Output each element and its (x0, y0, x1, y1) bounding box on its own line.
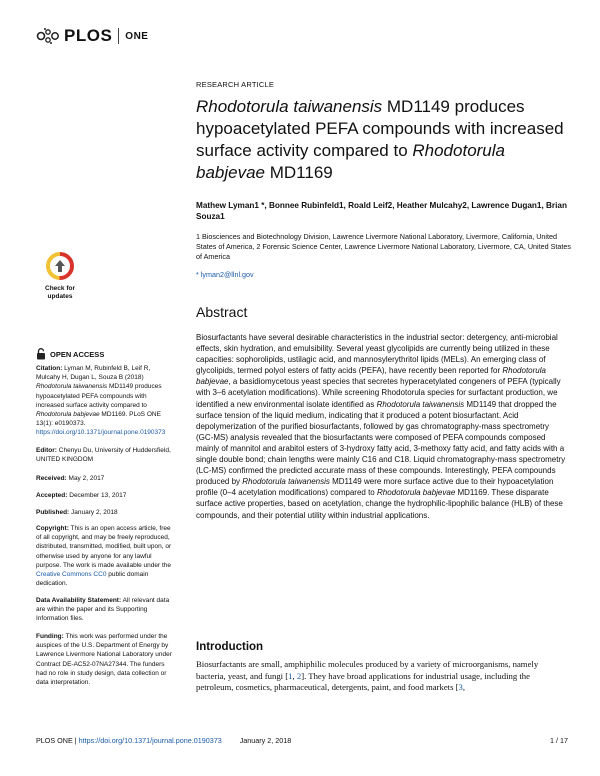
abstract-segment: MD1149 were more surface active due to their hypoacetylation profile (0–4 acetylation modifications) compared to (196, 477, 554, 498)
editor-block (36, 446, 172, 464)
data-availability-label: Data Availability Statement: (36, 597, 122, 604)
received-label: Received: (36, 475, 67, 482)
plos-logo-icon (36, 27, 60, 45)
title-text-2: MD1169 (265, 163, 333, 182)
article-title (196, 96, 576, 184)
published-date: January 2, 2018 (69, 509, 118, 516)
abstract-segment: Biosurfactants have several desirable characteristics in the industrial sector: detergency, anti-microbial effects, skin hydration, and emulsibility. Several yeast glycolipids are currently being utilized in these capacities: sophorolipids, ustilagic acid, and mannosylerythritol lipids (MELs). An emerging class of glycolipids, termed polyol esters of fatty acids (PEFA), have recently been reported for (196, 333, 558, 376)
intro-segment: , (292, 670, 297, 681)
title-species-2: Rhodotorula babjevae (196, 141, 505, 182)
title-species-1: Rhodotorula taiwanensis (196, 97, 383, 116)
citation-species: Rhodotorula babjevae (36, 411, 100, 419)
intro-segment: , (462, 682, 466, 693)
reference-link[interactable]: 3 (458, 682, 463, 693)
reference-link[interactable]: 1 (288, 670, 293, 681)
received-date: May 2, 2017 (66, 475, 105, 482)
data-availability-text: All relevant data are within the paper and its Supporting Information files. (36, 597, 170, 623)
footer-separator: | (72, 736, 79, 745)
citation-doi-link[interactable]: https://doi.org/10.1371/journal.pone.0190373 (36, 429, 166, 437)
introduction-heading: Introduction (196, 641, 264, 653)
data-availability-block (36, 596, 172, 624)
intro-segment: Biosurfactants are small, amphiphilic molecules produced by a variety of microorganisms, namely bacteria, yeast, and fungi [ (196, 659, 539, 681)
author-list: Mathew Lyman1 *, Bonnee Rubinfeld1, Roald Leif2, Heather Mulcahy2, Lawrence Dugan1, Brian Souza1 (196, 201, 567, 221)
corresponding-email-link[interactable]: * lyman2@llnl.gov (196, 270, 254, 279)
abstract-segment: MD1149 that dropped the surface tension of the liquid medium, indicating that it produced a potent biosurfactant. Acid depolymerization of the purified biosurfactants, followed by gas chromatography-mass spectrometry (GC-MS) analysis revealed that the biosurfactants were composed of PEFA compounds composed mainly of mannitol and arabitol esters of 3-hydroxy fatty acid, 3-methoxy fatty acid, and fatty acids with a single double bond; chain lengths were mainly C16 and C18. Liquid chromatography-mass spectrometry (LC-MS) confirmed the predicted accurate mass of these compounds. Interestingly, PEFA compounds produced by (196, 399, 566, 487)
footer-doi-link[interactable]: https://doi.org/10.1371/journal.pone.0190373 (78, 736, 222, 745)
published-block (36, 508, 172, 517)
brand-name: PLOS (64, 26, 113, 45)
abstract-segment: MD1169. These disparate surface active properties, based on acetylation, change the hydrophilic-lipophilic balance (HLB) of these compounds, and their potential utility within industrial applications. (196, 488, 563, 520)
abstract-species: Rhodotorula babjevae (196, 366, 546, 387)
citation-text: MD1169. PLoS ONE 13(1): e0190373. (36, 411, 161, 428)
title-text-1: MD1149 produces hypoacetylated PEFA compounds with increased surface activity compared to (196, 97, 564, 160)
open-access-text: OPEN ACCESS (50, 349, 105, 359)
footer-left (36, 736, 291, 745)
affiliations: 1 Biosciences and Biotechnology Division, Lawrence Livermore National Laboratory, Livermore, California, United States of America, 2 Forensic Science Center, Lawrence Livermore National Laboratory, Livermore, CA, United States of America (196, 232, 571, 261)
plos-logo[interactable] (36, 26, 148, 46)
page-number: 1 / 17 (550, 736, 568, 745)
check-for-updates-icon (38, 252, 82, 280)
copyright-label: Copyright: (36, 525, 69, 532)
funding-block (36, 632, 172, 687)
funding-text: This work was performed under the auspices of the U.S. Department of Energy by Lawrence Livermore National Laboratory under Contract DE-AC52-07NA27344. The funders had no role in study design, data collection or data interpretation. (36, 633, 172, 687)
abstract-heading: Abstract (196, 304, 248, 320)
citation-block (36, 364, 172, 438)
abstract-segment: , a basidiomycetous yeast species that secretes hyperacetylated congeners of PEFA (typically with 3–6 acetylation modifications). While screening Rhodotorula species for surfactant production, we identified a new environmental isolate identified as (196, 377, 561, 409)
copyright-block (36, 524, 172, 588)
reference-link[interactable]: 2 (296, 670, 302, 681)
badge-label-line2: updates (47, 293, 73, 300)
abstract-species: Rhodotorula taiwanensis (376, 399, 465, 409)
article-type: RESEARCH ARTICLE (196, 80, 275, 89)
check-for-updates-badge[interactable] (38, 252, 82, 304)
funding-label: Funding: (36, 633, 64, 640)
copyright-text: This is an open access article, free of all copyright, and may be freely reproduced, distributed, transmitted, modified, built upon, or otherwise used by anyone for any lawful purpose. The work is made available under the (36, 525, 172, 569)
received-block (36, 474, 172, 483)
intro-segment: ]. They have broad applications for industrial usage, including the petroleum, cosmetics, pharmaceutical, detergents, paint, and food markets [ (196, 670, 530, 693)
page-footer (36, 736, 568, 745)
abstract-text (196, 332, 568, 521)
citation-species: Rhodotorula taiwanensis (36, 383, 108, 391)
footer-date: January 2, 2018 (239, 736, 292, 745)
cc0-license-link[interactable]: Creative Commons CC0 (36, 571, 107, 579)
introduction-text (196, 659, 568, 694)
abstract-species: Rhodotorula taiwanensis (242, 477, 330, 487)
citation-text: Lyman M, Rubinfeld B, Leif R, Mulcahy H, Dugan L, Souza B (2018) (36, 365, 151, 382)
accepted-block (36, 491, 172, 500)
editor-label: Editor: (36, 447, 57, 454)
published-label: Published: (36, 509, 70, 516)
accepted-date: December 13, 2017 (67, 492, 127, 499)
journal-name: ONE (125, 30, 149, 42)
copyright-text: public domain dedication. (36, 571, 149, 588)
accepted-label: Accepted: (36, 492, 68, 499)
editor-text: Chenyu Du, University of Huddersfield, UNITED KINGDOM (36, 447, 171, 464)
footer-journal: PLOS ONE (36, 736, 73, 745)
open-access-label (36, 348, 104, 360)
logo-divider (118, 28, 119, 44)
open-lock-icon (36, 348, 46, 360)
citation-text: MD1149 produces hypoacetylated PEFA compounds with increased surface activity compared to (36, 383, 162, 409)
citation-label: Citation: (36, 365, 63, 372)
badge-label-line1: Check for (45, 285, 75, 292)
abstract-species: Rhodotorula babjevae (376, 488, 456, 498)
